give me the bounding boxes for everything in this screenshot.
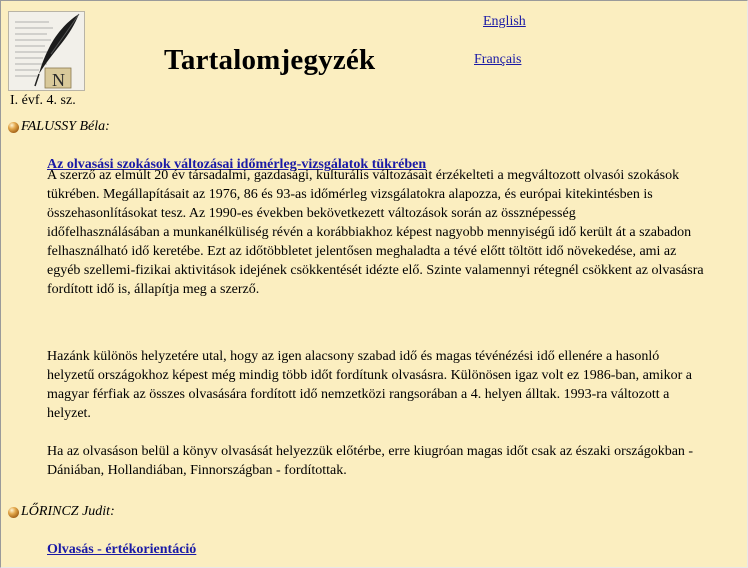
quill-logo — [8, 11, 85, 91]
article-title-link[interactable]: Olvasás - értékorientáció — [47, 542, 197, 557]
abstract-line: összehasonlításokat tesz. Az 1990-es években bekövetkezett változások során az össznépesség — [47, 206, 576, 221]
author-entry — [8, 119, 110, 135]
abstract-line: A szerző az elmúlt 20 év társadalmi, gazdasági, kulturális változásait érzékelteti a megváltozott olvasói szokások — [47, 168, 680, 183]
abstract-line: fordított idő is, állapítja meg a szerző. — [47, 282, 260, 297]
page-title: Tartalomjegyzék — [164, 44, 376, 76]
abstract-line: időfelhasználásában a munkanélküliség révén a korábbiakhoz képest nagyobb mennyiségű idő került át a szabadon — [47, 225, 692, 240]
abstract-line: Hazánk különös helyzetére utal, hogy az igen alacsony szabad idő és magas tévénézési idő ellenére a hasonló — [47, 349, 660, 364]
author-name: FALUSSY Béla: — [21, 119, 110, 134]
bullet-icon — [8, 507, 19, 518]
abstract-line: Ha az olvasáson belül a könyv olvasását helyezzük előtérbe, erre kiugróan magas időt csak az északi országokban - — [47, 444, 694, 459]
abstract-line: magyar férfiak az összes olvasására fordított idő nemzetközi rangsorában a 4. helyen álltak. 1993-ra változott a — [47, 387, 670, 402]
abstract-line: egyéb szellemi-fizikai aktivitások idejének csökkentését idézte elő. Szinte valamennyi rétegnél csökkent az olvasásra — [47, 263, 704, 278]
author-entry — [8, 504, 115, 520]
french-link[interactable]: Français — [474, 52, 522, 67]
article-title-link[interactable]: Az olvasási szokások változásai időmérleg-vizsgálatok tükrében — [47, 157, 427, 172]
abstract-paragraph — [47, 166, 747, 299]
bullet-icon — [8, 122, 19, 133]
abstract-paragraph — [47, 442, 747, 480]
author-name: LŐRINCZ Judit: — [21, 504, 115, 519]
abstract-line: Dániában, Hollandiában, Finnországban - fordítottak. — [47, 463, 347, 478]
abstract-paragraph — [47, 347, 747, 423]
issue-number: I. évf. 4. sz. — [10, 93, 76, 108]
abstract-line: helyzet. — [47, 406, 91, 421]
svg-text:N: N — [52, 70, 65, 90]
english-link[interactable]: English — [483, 14, 526, 29]
abstract-line: tükrében. Megállapításait az 1976, 86 és 93-as időmérleg vizsgálatokra alapozza, és európai kitekintésben is — [47, 187, 653, 202]
abstract-line: felhasználható idő keretébe. Ezt az időtöbbletet jelentősen meghaladta a tévé előtt töltött idő növekedése, ami az — [47, 244, 677, 259]
abstract-line: helyzetű országokhoz képest még mindig több időt fordítunk olvasásra. Különösen igaz volt ez 1986-ban, amikor a — [47, 368, 693, 383]
